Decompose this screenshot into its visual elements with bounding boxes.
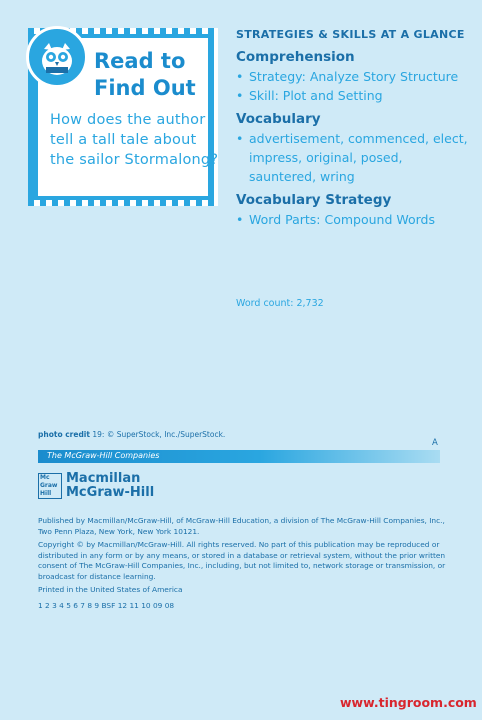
owl-icon: [26, 26, 88, 88]
list-item: • advertisement, commenced, elect, impress, original, posed, sauntered, wring: [236, 129, 468, 186]
skills-at-a-glance: [236, 28, 468, 235]
list-item: • Skill: Plot and Setting: [236, 86, 468, 105]
comprehension-list: [236, 67, 468, 105]
read-box-title: Read to Find Out: [94, 49, 196, 100]
logo-text: [66, 472, 154, 500]
read-to-find-out-box: [28, 28, 218, 206]
comprehension-heading: Comprehension: [236, 49, 355, 65]
photo-credit-text: 19: © SuperStock, Inc./SuperStock.: [92, 430, 226, 439]
mcgraw-hill-logo-icon: [38, 473, 62, 499]
logo-name-line2: McGraw-Hill: [66, 485, 155, 500]
printed-in: Printed in the United States of America: [38, 585, 183, 594]
level-letter: A: [432, 438, 438, 448]
vocabulary-list: [236, 129, 468, 186]
logo-line: Mc: [40, 474, 50, 481]
watermark: www.tingroom.com: [340, 695, 477, 710]
glance-title: STRATEGIES & SKILLS AT A GLANCE: [236, 28, 465, 41]
vocabulary-heading: Vocabulary: [236, 111, 321, 127]
print-number-line: 1 2 3 4 5 6 7 8 9 BSF 12 11 10 09 08: [38, 601, 175, 610]
logo-line: Hill: [40, 490, 52, 497]
vocabulary-strategy-list: [236, 210, 468, 229]
list-item: • Word Parts: Compound Words: [236, 210, 468, 229]
read-box-question: How does the author tell a tall tale about the sailor Stormalong?: [50, 112, 219, 168]
copyright-notice: Copyright © by Macmillan/McGraw-Hill. All rights reserved. No part of this publication may be reproduced or distributed in any form or by any means, or stored in a database or retrieval system, without the prior written consent of The McGraw-Hill Companies, Inc., including, but not limited to, network storage or transmission, or broadcast for distance learning.: [38, 540, 446, 581]
list-item: • Strategy: Analyze Story Structure: [236, 67, 468, 86]
logo-name-line1: Macmillan: [66, 471, 141, 486]
vocabulary-strategy-heading: Vocabulary Strategy: [236, 192, 392, 208]
photo-credit-label: photo credit: [38, 430, 90, 439]
published-by: Published by Macmillan/McGraw-Hill, of McGraw-Hill Education, a division of The McGraw-Hill Companies, Inc., Two Penn Plaza, New York, New York 10121.: [38, 516, 445, 536]
publisher-bar: [38, 450, 440, 463]
logo-line: Graw: [40, 482, 58, 489]
photo-credit: [38, 430, 225, 439]
read-to-find-out-inner: [34, 34, 219, 200]
word-count: Word count: 2,732: [236, 298, 324, 309]
publisher-bar-text: The McGraw-Hill Companies: [47, 451, 160, 460]
